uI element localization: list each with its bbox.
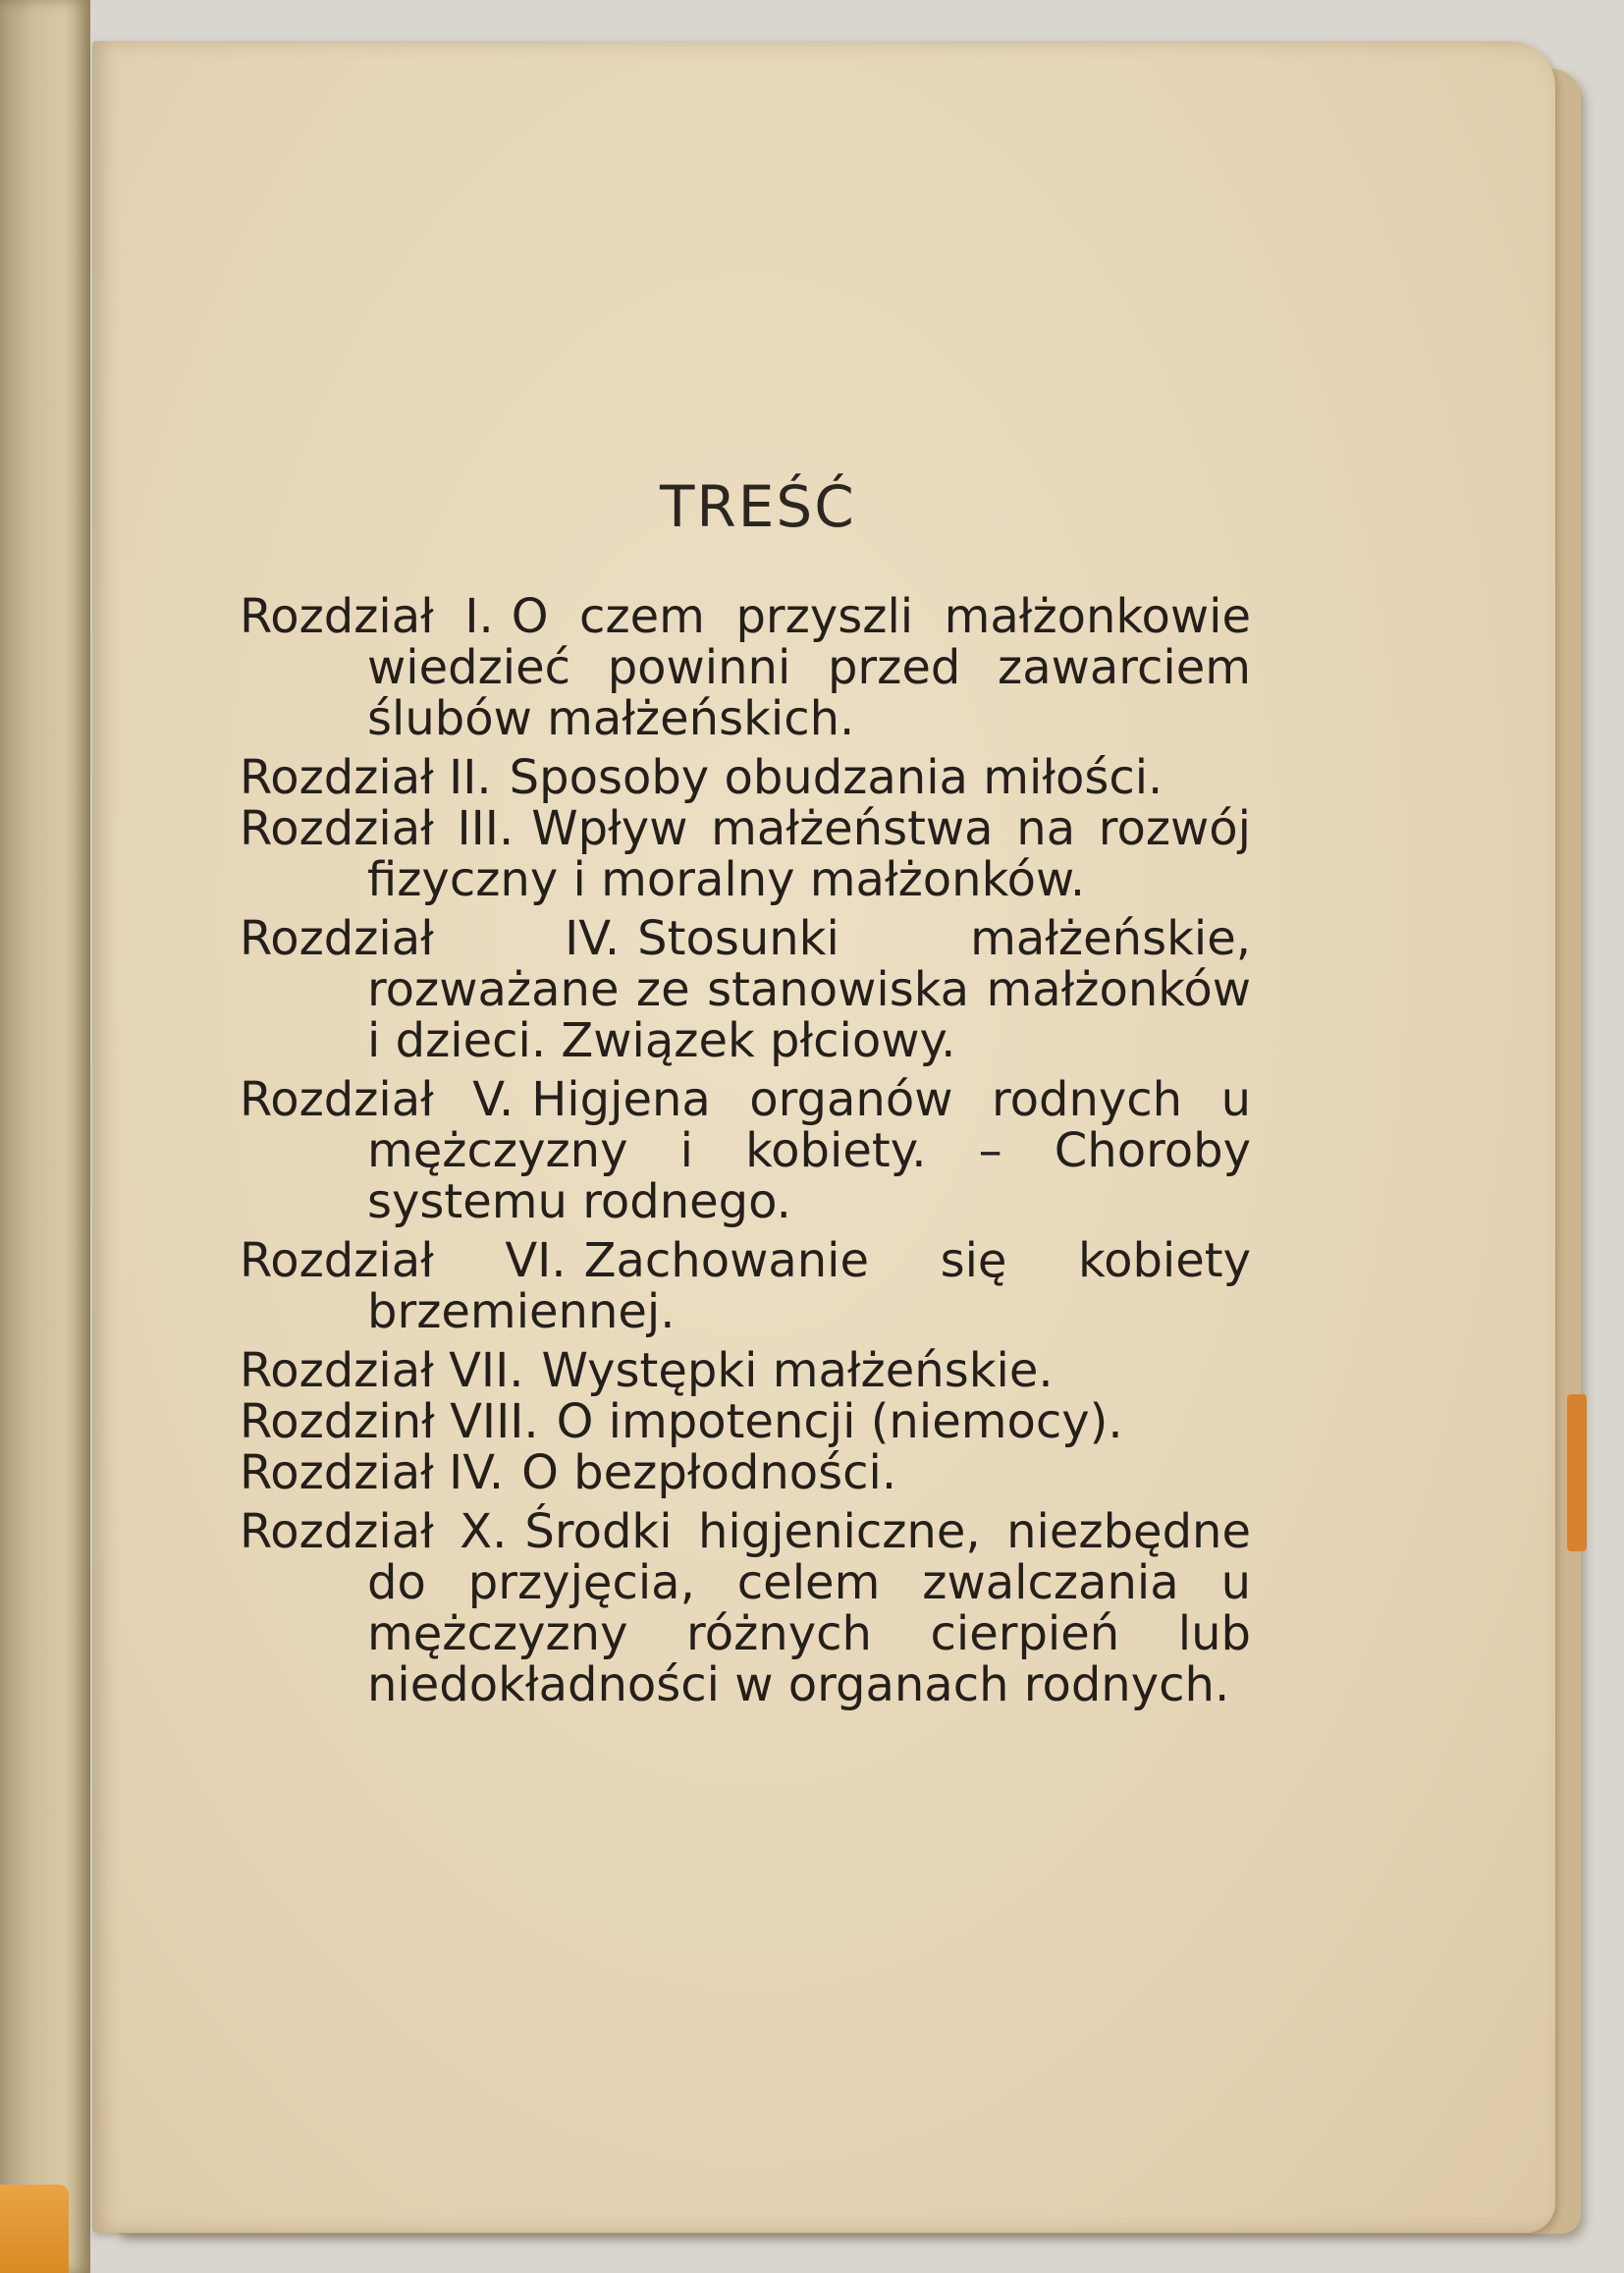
- chapter-label: Rozdział V.: [240, 1072, 514, 1127]
- chapter-title: Występki małżeńskie.: [541, 1343, 1054, 1398]
- toc-entry: [240, 591, 1251, 744]
- toc-entry: [240, 1506, 1251, 1710]
- chapter-label: Rozdział VI.: [240, 1233, 567, 1288]
- chapter-label: Rozdział IV.: [240, 911, 621, 966]
- chapter-title: O czem przyszli małżonkowie wiedzieć powinni przed zawarciem ślubów małżeńskich.: [367, 589, 1252, 746]
- chapter-title: Higjena organów rodnych u mężczyzny i kobiety. – Choroby systemu rodnego.: [367, 1072, 1251, 1229]
- chapter-title: Wpływ małżeństwa na rozwój fizyczny i moralny małżonków.: [367, 801, 1251, 907]
- chapter-label: Rozdział IV.: [240, 1445, 505, 1500]
- book-page: [92, 41, 1555, 2233]
- chapter-title: Zachowanie się kobiety brzemiennej.: [367, 1233, 1252, 1339]
- chapter-label: Rozdział X.: [240, 1504, 508, 1559]
- cover-corner: [1567, 1394, 1587, 1551]
- chapter-title: Środki higjeniczne, niezbędne do przyjęcia, celem zwalczania u mężczyzny różnych cierpień lub niedokładności w organach rodnych.: [367, 1504, 1252, 1712]
- toc-entry: [240, 803, 1251, 905]
- book-spine: [0, 0, 90, 2273]
- chapter-title: Stosunki małżeńskie, rozważane ze stanowiska małżonków i dzieci. Związek płciowy.: [367, 911, 1251, 1068]
- toc-entry: [240, 752, 1251, 803]
- chapter-label: Rozdział II.: [240, 750, 492, 805]
- toc-entry: [240, 1345, 1251, 1396]
- chapter-title: O bezpłodności.: [521, 1445, 897, 1500]
- toc-entry: [240, 1396, 1251, 1447]
- toc-entry: [240, 913, 1251, 1066]
- chapter-label: Rozdział I.: [240, 589, 494, 644]
- table-of-contents: [240, 591, 1251, 1718]
- chapter-label: Rozdzinł VIII.: [240, 1394, 539, 1449]
- chapter-label: Rozdział VII.: [240, 1343, 524, 1398]
- toc-entry: [240, 1447, 1251, 1498]
- toc-entry: [240, 1235, 1251, 1337]
- chapter-title: O impotencji (niemocy).: [556, 1394, 1123, 1449]
- chapter-title: Sposoby obudzania miłości.: [509, 750, 1164, 805]
- page-title: TREŚĆ: [660, 473, 856, 540]
- cover-edge: [0, 2185, 69, 2273]
- chapter-label: Rozdział III.: [240, 801, 514, 856]
- toc-entry: [240, 1074, 1251, 1227]
